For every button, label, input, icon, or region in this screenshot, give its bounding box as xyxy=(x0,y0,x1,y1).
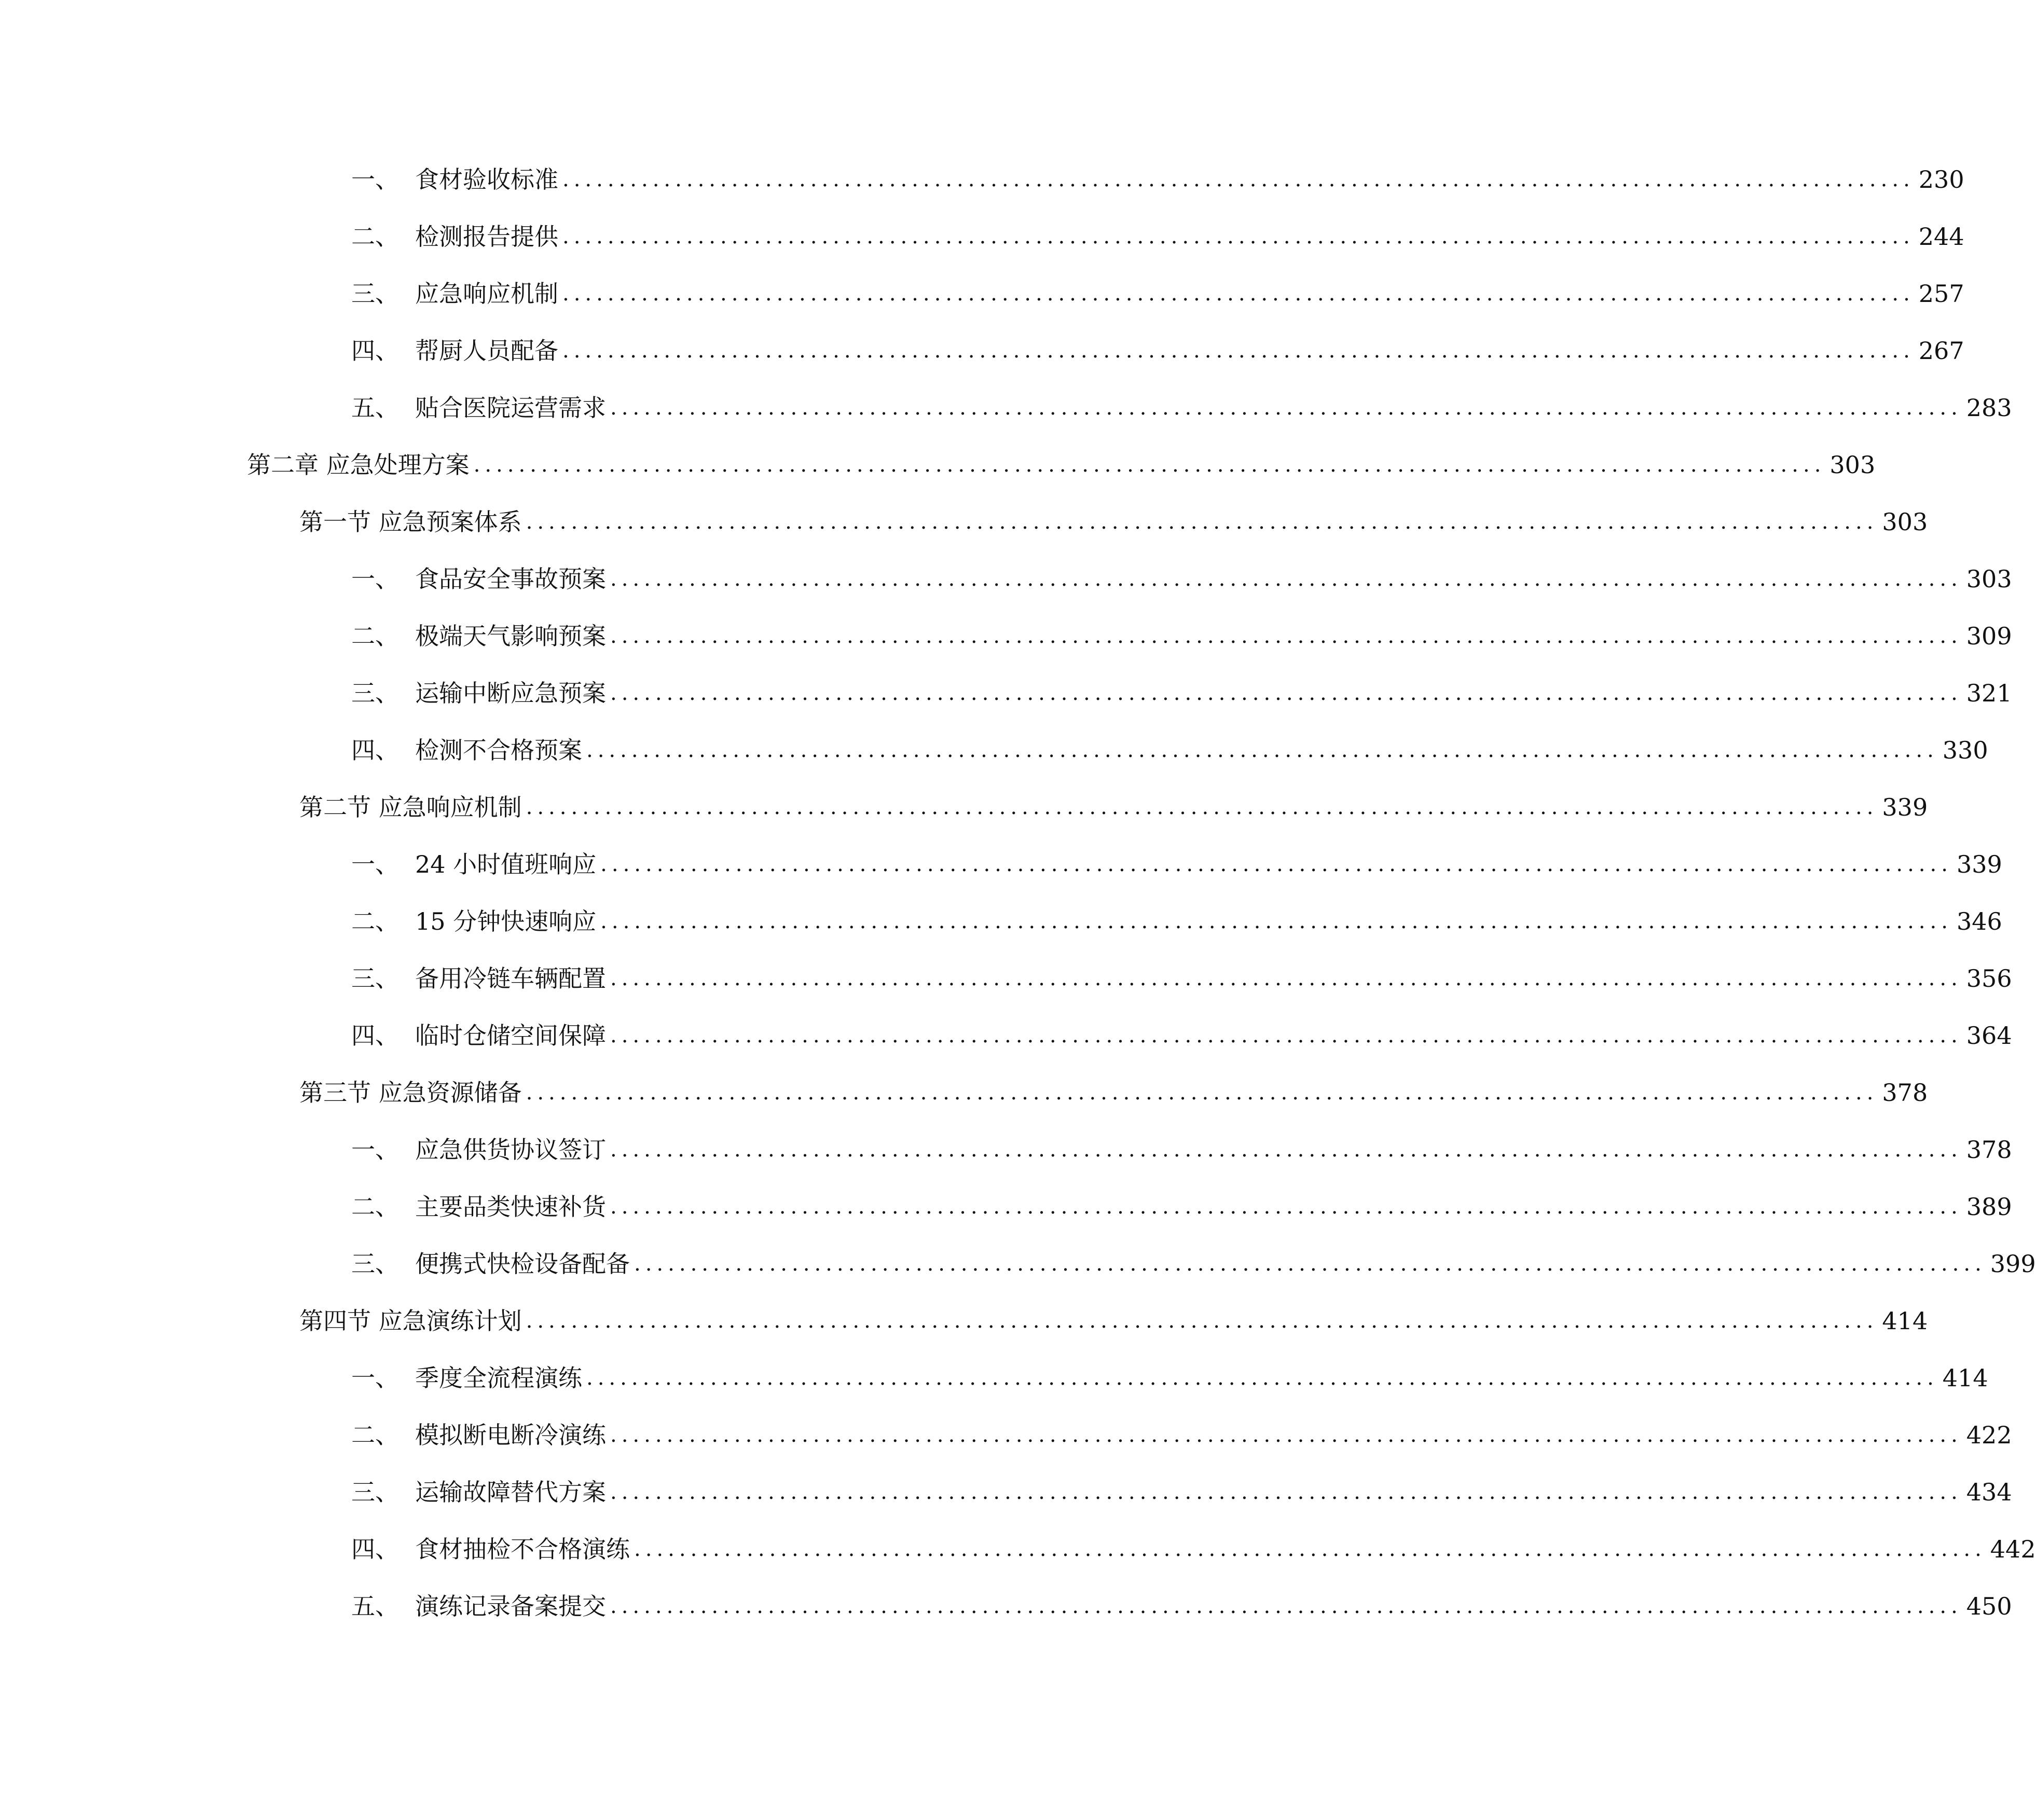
toc-entry-title: 食材验收标准 xyxy=(415,166,558,194)
toc-entry-page: 230 xyxy=(1918,166,1964,194)
toc-entry-number: 三、 xyxy=(351,1250,399,1278)
toc-entry-title: 备用冷链车辆配置 xyxy=(415,964,606,992)
toc-entry-title: 食品安全事故预案 xyxy=(415,565,606,593)
toc-entry-page: 321 xyxy=(1966,679,2012,707)
toc-entry-number: 二、 xyxy=(351,622,399,650)
toc-entry[interactable] xyxy=(0,960,2012,997)
toc-entry-page: 267 xyxy=(1918,337,1964,365)
toc-entry-page: 303 xyxy=(1882,508,1928,536)
toc-entry-number: 四、 xyxy=(351,337,399,365)
toc-entry-title: 模拟断电断冷演练 xyxy=(415,1421,606,1449)
toc-entry-title: 贴合医院运营需求 xyxy=(415,394,606,422)
toc-entry-number: 三、 xyxy=(351,964,399,992)
toc-entry[interactable] xyxy=(0,561,2012,597)
toc-entry[interactable] xyxy=(0,390,2012,426)
toc-entry-title: 15 分钟快速响应 xyxy=(415,907,597,935)
toc-entry-page: 283 xyxy=(1966,394,2012,422)
toc-entry-title: 第三节 应急资源储备 xyxy=(299,1079,522,1107)
toc-entry-number: 一、 xyxy=(351,850,399,878)
toc-entry[interactable] xyxy=(0,447,1876,483)
dot-leader: ........................................................................................................................ xyxy=(586,1366,1938,1390)
toc-entry-page: 378 xyxy=(1882,1079,1928,1107)
dot-leader: ........................................................................................................................ xyxy=(562,282,1915,306)
toc-entry-title: 应急供货协议签订 xyxy=(415,1136,606,1164)
toc-entry-page: 434 xyxy=(1966,1478,2012,1506)
toc-entry-page: 346 xyxy=(1956,907,2002,935)
toc-entry-number: 四、 xyxy=(351,1022,399,1050)
toc-entry-title: 第四节 应急演练计划 xyxy=(299,1307,522,1335)
toc-entry[interactable] xyxy=(0,1360,1988,1396)
toc-entry[interactable] xyxy=(0,218,1964,255)
toc-entry-page: 309 xyxy=(1966,622,2012,650)
toc-entry-number: 一、 xyxy=(351,166,399,194)
toc-entry[interactable] xyxy=(0,333,1964,369)
toc-entry-title: 季度全流程演练 xyxy=(415,1364,582,1392)
dot-leader: ........................................................................................................................ xyxy=(473,453,1826,477)
dot-leader: ........................................................................................................................ xyxy=(610,1594,1962,1618)
toc-entry[interactable] xyxy=(0,1303,1928,1339)
toc-entry[interactable] xyxy=(0,1417,2012,1453)
toc-entry-number: 五、 xyxy=(351,1592,399,1620)
dot-leader: ........................................................................................................................ xyxy=(610,1195,1962,1219)
dot-leader: ........................................................................................................................ xyxy=(610,1138,1962,1162)
toc-entry-page: 364 xyxy=(1966,1022,2012,1050)
toc-entry-title: 临时仓储空间保障 xyxy=(415,1022,606,1050)
toc-entry[interactable] xyxy=(0,275,1964,312)
dot-leader: ........................................................................................................................ xyxy=(526,795,1878,819)
toc-entry[interactable] xyxy=(0,1474,2012,1510)
toc-entry-page: 339 xyxy=(1956,850,2002,878)
toc-entry-title: 检测不合格预案 xyxy=(415,736,582,764)
toc-entry-page: 356 xyxy=(1966,964,2012,992)
toc-entry-page: 330 xyxy=(1942,736,1988,764)
toc-entry-title: 食材抽检不合格演练 xyxy=(415,1535,630,1563)
toc-entry-title: 主要品类快速补货 xyxy=(415,1193,606,1221)
dot-leader: ........................................................................................................................ xyxy=(526,510,1878,534)
toc-entry[interactable] xyxy=(0,1531,2036,1567)
toc-entry-page: 414 xyxy=(1882,1307,1928,1335)
toc-entry-title: 第一节 应急预案体系 xyxy=(299,508,522,536)
toc-entry-page: 303 xyxy=(1966,565,2012,593)
toc-entry[interactable] xyxy=(0,1588,2012,1624)
dot-leader: ........................................................................................................................ xyxy=(610,624,1962,648)
toc-entry-number: 一、 xyxy=(351,1136,399,1164)
toc-entry-title: 运输故障替代方案 xyxy=(415,1478,606,1506)
toc-entry-number: 三、 xyxy=(351,280,399,308)
toc-entry[interactable] xyxy=(0,1189,2012,1225)
toc-entry-title: 第二章 应急处理方案 xyxy=(247,451,470,479)
toc-entry[interactable] xyxy=(0,732,1988,768)
toc-entry-title: 应急响应机制 xyxy=(415,280,558,308)
toc-entry-title: 便携式快检设备配备 xyxy=(415,1250,630,1278)
toc-entry[interactable] xyxy=(0,846,2002,883)
dot-leader: ........................................................................................................................ xyxy=(610,967,1962,990)
dot-leader: ........................................................................................................................ xyxy=(600,852,1952,876)
dot-leader: ........................................................................................................................ xyxy=(600,909,1952,933)
toc-entry-number: 四、 xyxy=(351,736,399,764)
toc-entry-title: 24 小时值班响应 xyxy=(415,850,597,878)
dot-leader: ........................................................................................................................ xyxy=(562,168,1915,191)
toc-entry[interactable] xyxy=(0,903,2002,940)
toc-entry-number: 二、 xyxy=(351,907,399,935)
toc-entry-page: 450 xyxy=(1966,1592,2012,1620)
toc-entry-number: 一、 xyxy=(351,1364,399,1392)
toc-entry[interactable] xyxy=(0,1246,2036,1282)
toc-entry-page: 257 xyxy=(1918,280,1964,308)
toc-entry-number: 四、 xyxy=(351,1535,399,1563)
dot-leader: ........................................................................................................................ xyxy=(526,1081,1878,1105)
dot-leader: ........................................................................................................................ xyxy=(610,1423,1962,1447)
dot-leader: ........................................................................................................................ xyxy=(562,225,1915,249)
toc-entry[interactable] xyxy=(0,1074,1928,1111)
toc-entry[interactable] xyxy=(0,618,2012,654)
toc-entry-page: 389 xyxy=(1966,1193,2012,1221)
dot-leader: ........................................................................................................................ xyxy=(526,1309,1878,1333)
toc-entry-number: 一、 xyxy=(351,565,399,593)
toc-entry-number: 二、 xyxy=(351,223,399,251)
dot-leader: ........................................................................................................................ xyxy=(610,681,1962,705)
toc-entry-number: 三、 xyxy=(351,679,399,707)
dot-leader: ........................................................................................................................ xyxy=(610,1024,1962,1047)
dot-leader: ........................................................................................................................ xyxy=(634,1252,1986,1276)
dot-leader: ........................................................................................................................ xyxy=(586,738,1938,762)
toc-entry-title: 极端天气影响预案 xyxy=(415,622,606,650)
toc-entry-number: 二、 xyxy=(351,1421,399,1449)
toc-entry-page: 422 xyxy=(1966,1421,2012,1449)
dot-leader: ........................................................................................................................ xyxy=(610,567,1962,591)
dot-leader: ........................................................................................................................ xyxy=(634,1537,1986,1561)
toc-entry-page: 303 xyxy=(1829,451,1876,479)
toc-entry-page: 414 xyxy=(1942,1364,1988,1392)
toc-entry[interactable] xyxy=(0,1017,2012,1054)
toc-entry-number: 二、 xyxy=(351,1193,399,1221)
dot-leader: ........................................................................................................................ xyxy=(610,396,1962,420)
toc-entry-page: 442 xyxy=(1990,1535,2036,1563)
toc-entry-page: 244 xyxy=(1918,223,1964,251)
toc-entry[interactable] xyxy=(0,161,1964,198)
toc-entry-page: 339 xyxy=(1882,793,1928,821)
dot-leader: ........................................................................................................................ xyxy=(562,339,1915,363)
toc-entry-number: 三、 xyxy=(351,1478,399,1506)
toc-entry-title: 帮厨人员配备 xyxy=(415,337,558,365)
toc-entry-page: 378 xyxy=(1966,1136,2012,1164)
toc-entry[interactable] xyxy=(0,675,2012,711)
toc-entry-title: 检测报告提供 xyxy=(415,223,558,251)
toc-entry-title: 演练记录备案提交 xyxy=(415,1592,606,1620)
toc-entry-title: 第二节 应急响应机制 xyxy=(299,793,522,821)
dot-leader: ........................................................................................................................ xyxy=(610,1480,1962,1504)
toc-entry[interactable] xyxy=(0,504,1928,540)
toc-entry-title: 运输中断应急预案 xyxy=(415,679,606,707)
toc-entry-number: 五、 xyxy=(351,394,399,422)
toc-entry[interactable] xyxy=(0,789,1928,825)
toc-entry[interactable] xyxy=(0,1132,2012,1168)
toc-entry-page: 399 xyxy=(1990,1250,2036,1278)
